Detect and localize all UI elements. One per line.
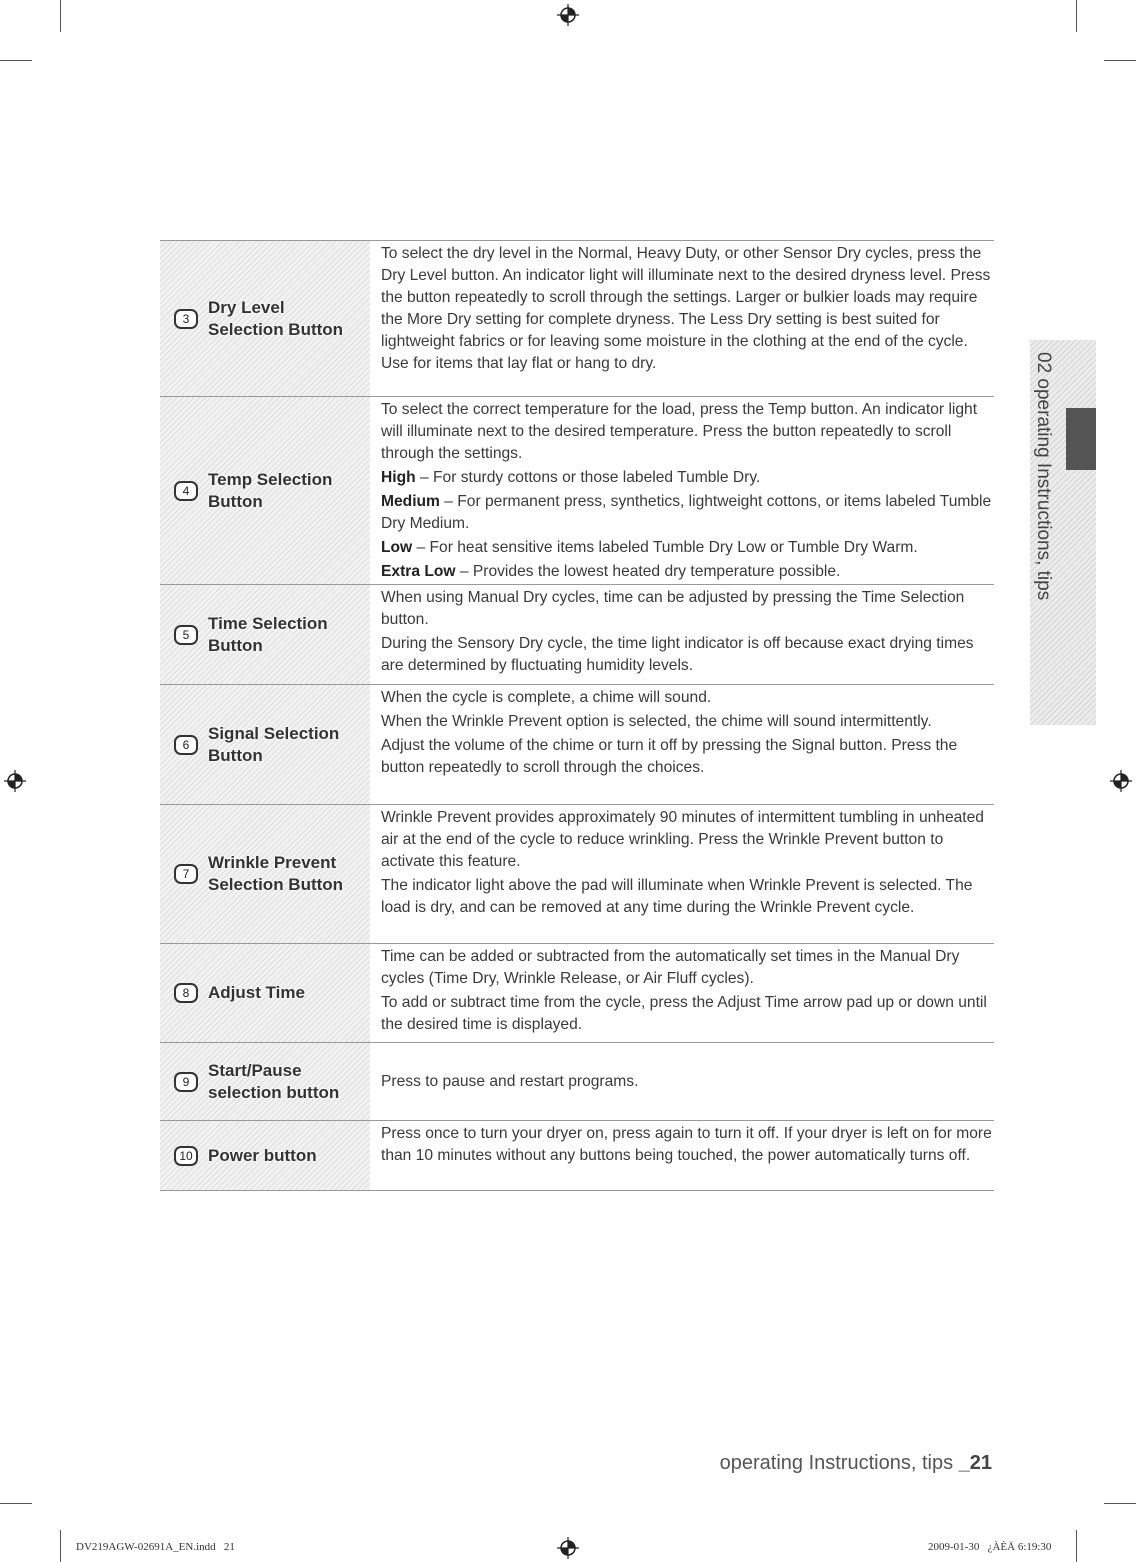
row-label: Adjust Time [208,983,305,1002]
row-label: Start/Pause selection button [208,1060,340,1102]
print-slug-date: 2009-01-30 ¿ÀÈÄ 6:19:30 [928,1541,1052,1553]
description-paragraph: Time can be added or subtracted from the automatically set times in the Manual Dry cycles (Time Dry, Wrinkle Release, or Air Fluff cycles). [381,948,960,987]
description-paragraph: Low – For heat sensitive items labeled Tumble Dry Low or Tumble Dry Warm. [381,539,918,556]
chapter-tab-label: 02 operating Instructions, tips [1033,352,1054,601]
row-description [370,944,994,1042]
table-row [160,241,994,397]
description-paragraph: When using Manual Dry cycles, time can be adjusted by pressing the Time Selection button. [381,589,965,628]
row-label: Wrinkle Prevent Selection Button [208,853,344,894]
row-number-badge: 9 [174,1072,198,1092]
crop-mark [1076,1530,1077,1562]
row-description [370,397,994,584]
row-label-cell [160,397,370,584]
description-paragraph: Wrinkle Prevent provides approximately 90 minutes of intermittent tumbling in unheated air at the end of the cycle to reduce wrinkling. Press the Wrinkle Prevent button to activate this feature. [381,809,984,870]
crop-mark [1104,1503,1136,1504]
crop-mark [60,0,61,32]
description-paragraph: The indicator light above the pad will illuminate when Wrinkle Prevent is selected. The load is dry, and can be removed at any time during the Wrinkle Prevent cycle. [381,877,973,916]
row-number-badge: 3 [174,309,198,329]
row-label: Time Selection Button [208,613,328,655]
row-label: Power button [208,1145,317,1165]
crop-mark [0,60,32,61]
row-number-badge: 7 [174,864,198,884]
description-paragraph: Adjust the volume of the chime or turn it off by pressing the Signal button. Press the button repeatedly to scroll through the choices. [381,737,958,776]
description-paragraph: When the Wrinkle Prevent option is selected, the chime will sound intermittently. [381,713,932,730]
row-number-badge: 8 [174,983,198,1003]
crop-mark [60,1530,61,1562]
registration-mark-icon [1110,770,1132,792]
description-paragraph: During the Sensory Dry cycle, the time light indicator is off because exact drying times are determined by fluctuating humidity levels. [381,635,974,674]
description-paragraph: To add or subtract time from the cycle, press the Adjust Time arrow pad up or down until the desired time is displayed. [381,994,987,1033]
row-number-badge: 5 [174,625,198,645]
description-paragraph: To select the correct temperature for the load, press the Temp button. An indicator light will illuminate next to the desired temperature. Press the button repeatedly to scroll through the settings. [381,401,978,462]
table-row [160,685,994,805]
description-paragraph: Medium – For permanent press, synthetics, lightweight cottons, or items labeled Tumble Dry Medium. [381,493,992,532]
description-paragraph: High – For sturdy cottons or those labeled Tumble Dry. [381,469,761,486]
description-paragraph: Extra Low – Provides the lowest heated dry temperature possible. [381,563,841,580]
description-paragraph: Press once to turn your dryer on, press again to turn it off. If your dryer is left on for more than 10 minutes without any buttons being touched, the power automatically turns off. [381,1125,992,1164]
row-description [370,241,994,396]
table-row [160,805,994,944]
crop-mark [0,1503,32,1504]
row-label-cell [160,585,370,684]
row-label: Signal Selection Button [208,723,340,765]
page-number: _21 [958,1452,992,1474]
registration-mark-icon [4,770,26,792]
row-label-cell [160,805,370,943]
row-description [370,685,994,804]
crop-mark [1104,60,1136,61]
control-description-table [160,240,994,1191]
row-label: Dry Level Selection Button [208,297,344,339]
row-label: Temp Selection Button [208,469,333,511]
description-paragraph: Press to pause and restart programs. [381,1072,639,1090]
row-description [370,805,994,943]
row-number-badge: 10 [174,1146,198,1166]
table-row [160,585,994,685]
footer-section-title: operating Instructions, tips [719,1452,959,1474]
registration-mark-icon [557,4,579,26]
table-row [160,1043,994,1121]
table-row [160,1121,994,1191]
table-row [160,397,994,585]
chapter-tab-marker [1066,408,1096,470]
row-label-cell [160,1121,370,1190]
page-footer-title [720,1452,992,1475]
description-paragraph: To select the dry level in the Normal, Heavy Duty, or other Sensor Dry cycles, press the Dry Level button. An indicator light will illuminate next to the desired dryness level. Press the button repeatedly to scroll through the settings. Larger or bulkier loads may require the More Dry setting for complete dryness. The Less Dry setting is best suited for lightweight fabrics or for leaving some moisture in the clothing at the end of the cycle. Use for items that lay flat or hang to dry. [381,245,991,372]
row-label-cell [160,685,370,804]
row-description [370,585,994,684]
row-label-cell [160,944,370,1042]
crop-mark [1076,0,1077,32]
row-number-badge: 6 [174,735,198,755]
print-slug-file: DV219AGW-02691A_EN.indd 21 [76,1541,235,1553]
registration-mark-icon [557,1537,579,1559]
row-description [370,1043,994,1120]
row-label-cell [160,1043,370,1120]
row-label-cell [160,241,370,396]
table-row [160,944,994,1043]
row-description [370,1121,994,1190]
row-number-badge: 4 [174,481,198,501]
description-paragraph: When the cycle is complete, a chime will sound. [381,689,712,706]
